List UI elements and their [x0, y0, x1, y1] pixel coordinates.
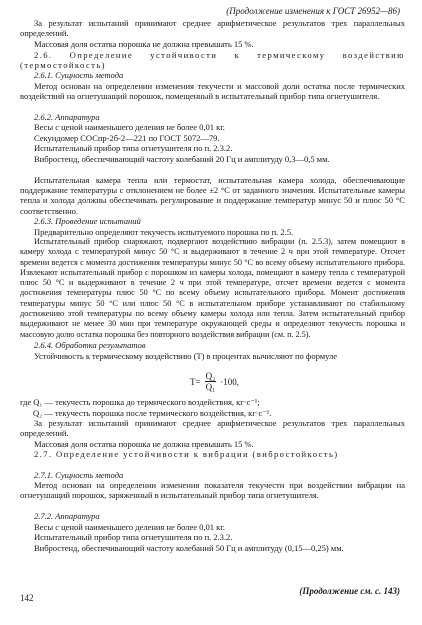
formula-denominator: Q₁ — [205, 382, 216, 392]
subsection-heading: 2.6.3. Проведение испытаний — [34, 216, 141, 226]
subsection-heading: 2.6.2. Аппаратура — [34, 111, 100, 122]
paragraph: За результат испытаний принимают среднее арифметическое результатов трех параллельных определений. — [20, 18, 405, 39]
subsection-heading: 2.6.4. Обработка результатов — [34, 340, 146, 350]
paragraph: Секундомер СОСпр-2б-2—221 по ГОСТ 5072—79. — [34, 132, 220, 143]
section-heading: 2.7. Определение устойчивости к вибрации (вибростойкость) — [34, 449, 339, 459]
paragraph: Метод основан на определении изменения показателя текучести при воздействии вибрации на огнетушащий порошок, заряженный в испытательный прибор типа огнетушителя. — [20, 480, 405, 501]
paragraph: Испытательный прибор снаряжают, подвергают воздействию вибрации (п. 2.5.3), затем помещают в камеру холода с температурой минус 50 °С и выдерживают в течение 2 ч при этой температуре. Отсчет времени ведется с момента достижения температуры минус 50 °С во всему объему испытательного прибора. Извлекают испытательный прибор с порошком из камеры холода, помещают в камеру тепла с температурой плюс 50 °С и выдерживают в течение 2 ч при этой температуре, отсчет времени ведется с момента достижения температуры плюс 50 °С по всему объему испытательного прибора. Момент достижения температуры минус 50 °С или плюс 50 °С в испытательном приборе устанавливают по стабильному достижению этой температуры по всему объему камеры холода или тепла. Затем испытательный прибор выдерживают не менее 30 мин при температуре окружающей среды и определяют текучесть порошка и массовую долю остатка порошка без повторного воздействия вибрации (см. п. 2.5). — [20, 237, 405, 339]
formula — [190, 371, 239, 392]
paragraph: Массовая доля остатка порошка не должна превышать 15 %. — [34, 438, 254, 449]
page-header: (Продолжение изменения к ГОСТ 26952—86) — [226, 6, 400, 16]
subsection-heading: 2.7.2. Аппаратура — [34, 511, 100, 521]
paragraph: За результат испытаний принимают среднее арифметическое результатов трех параллельных определений. — [20, 418, 405, 439]
formula-fraction — [205, 371, 217, 392]
paragraph: Устойчивость к термическому воздействию (T) в процентах вычисляют по формуле — [34, 350, 338, 361]
paragraph: Весы с ценой наименьшего деления не более 0,01 кг. — [34, 122, 225, 132]
paragraph: Массовая доля остатка порошка не должна превышать 15 %. — [34, 39, 254, 49]
paragraph: Q₂ — текучесть порошка после термического воздействия, кг·с⁻¹. — [33, 407, 272, 418]
paragraph: Испытательный прибор типа огнетушителя по п. 2.3.2. — [34, 532, 233, 542]
paragraph: Вибростенд, обеспечивающий частоту колебаний 50 Гц и амплитуду (0,15—0,25) мм. — [34, 542, 344, 553]
page-number: 142 — [20, 593, 34, 603]
formula-rhs: ·100, — [220, 376, 239, 387]
section-heading: 2.6. Определение устойчивости к термическому воздействию (термостойкость) — [20, 49, 405, 70]
paragraph: где Q₁ — текучесть порошка до термического воздействия, кг·с⁻¹; — [20, 397, 260, 407]
paragraph: Предварительно определяют текучесть испытуемого порошка по п. 2.5. — [34, 226, 294, 237]
subsection-heading: 2.7.1. Сущность метода — [34, 469, 124, 480]
paragraph: Испытательная камера тепла или термостат, испытательная камера холода, обеспечивающие поддержание температуры с отклонением не более ±2 °С от заданного значения. Испытательные камеры тепла и холода должны обеспечивать регулирование и поддержание температур минус 50 и плюс 50 °С соответственно. — [20, 174, 405, 216]
formula-numerator: Q₂ — [205, 371, 216, 381]
paragraph: Испытательный прибор типа огнетушителя по п. 2.3.2. — [34, 143, 233, 153]
subsection-heading: 2.6.1. Сущность метода — [34, 70, 124, 80]
paragraph: Весы с ценой наименьшего деления не более 0,01 кг. — [34, 521, 225, 532]
formula-lhs: T= — [190, 376, 201, 387]
paragraph: Вибростенд, обеспечивающий частоту колебаний 20 Гц и амплитуду 0,3—0,5 мм. — [34, 153, 330, 164]
continuation-note: (Продолжение см. с. 143) — [299, 586, 400, 596]
paragraph: Метод основан на определении изменения текучести и массовой доли остатка после термических воздействий на огнетушащий порошок, помещенный в испытательный прибор типа огнетушителя. — [20, 80, 405, 101]
